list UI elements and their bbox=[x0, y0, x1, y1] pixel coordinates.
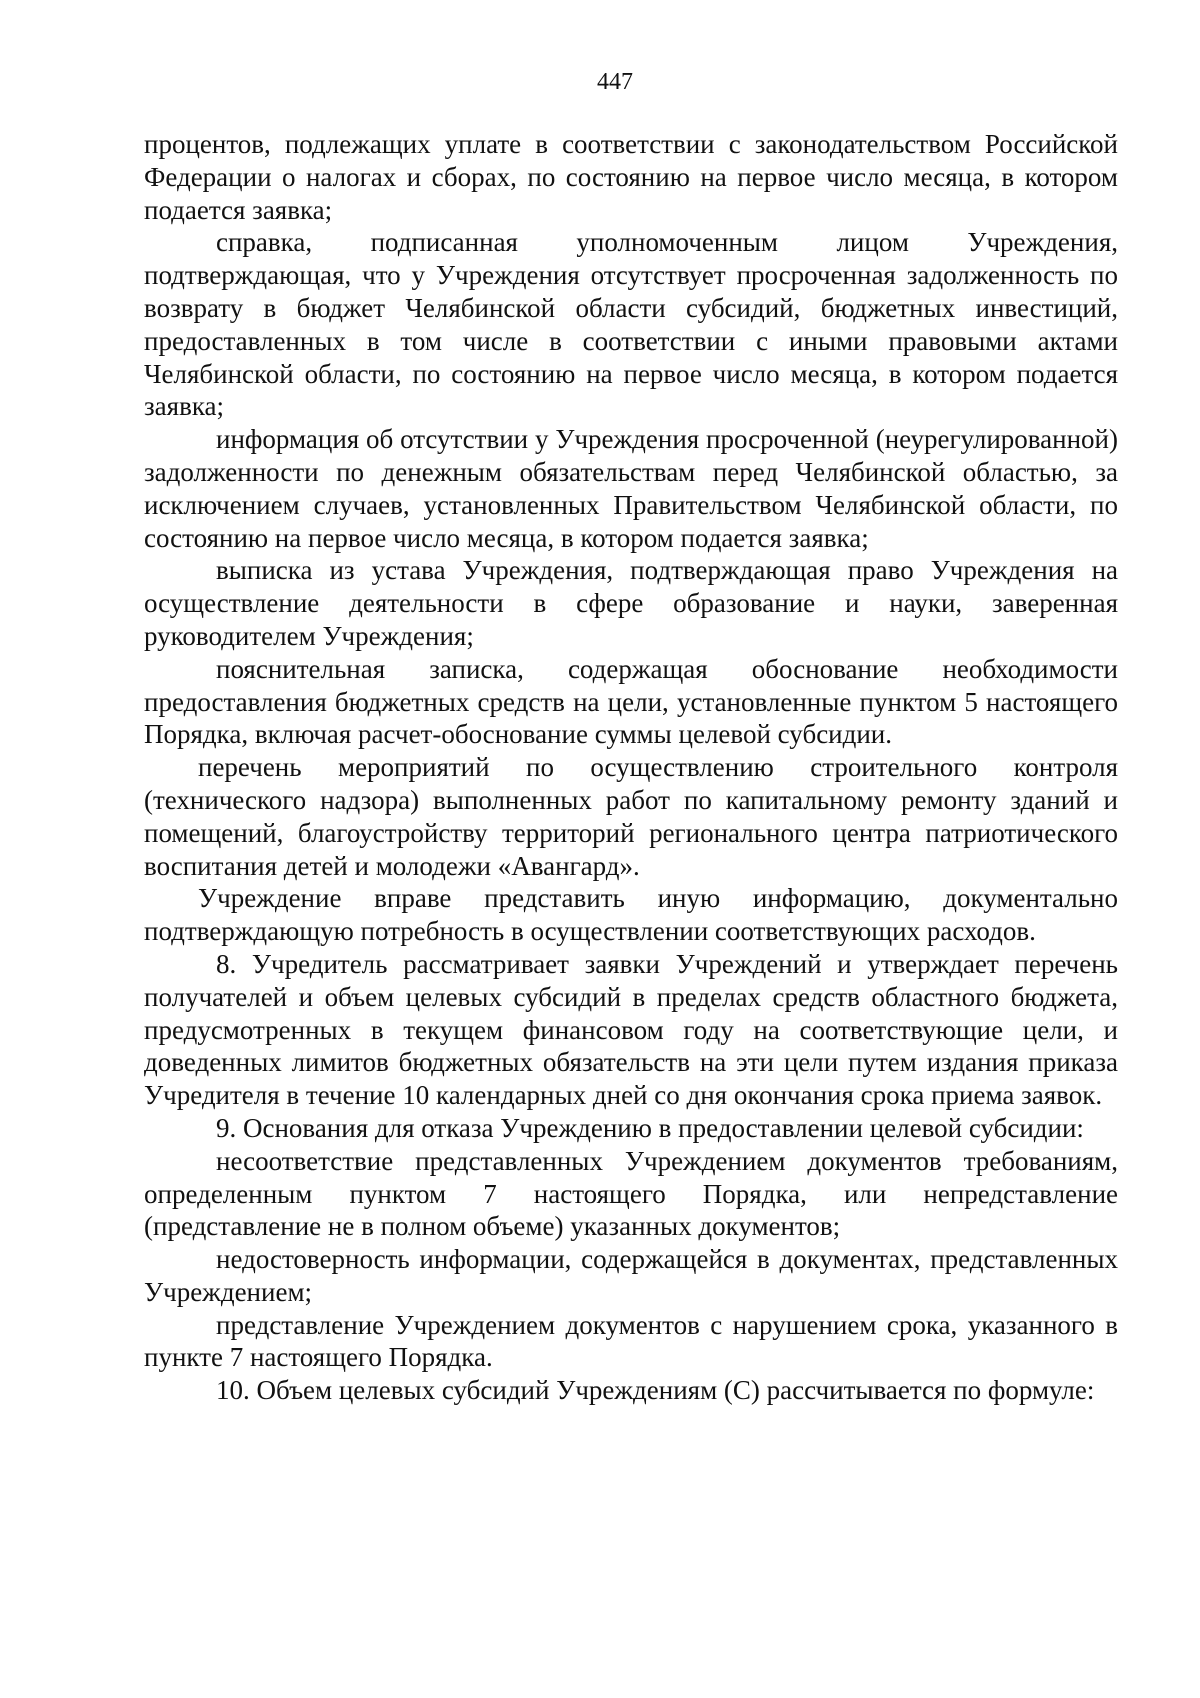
paragraph: 8. Учредитель рассматривает заявки Учреждений и утверждает перечень получателей и объем целевых субсидий в пределах средств областного бюджета, предусмотренных в текущем финансовом году на соответствующие цели, и доведенных лимитов бюджетных обязательств на эти цели путем издания приказа Учредителя в течение 10 календарных дней со дня окончания срока приема заявок. bbox=[144, 948, 1118, 1111]
paragraph: 9. Основания для отказа Учреждению в предоставлении целевой субсидии: bbox=[216, 1112, 1084, 1143]
paragraph: Учреждение вправе представить иную информацию, документально подтверждающую потребность в осуществлении соответствующих расходов. bbox=[144, 883, 1118, 947]
paragraph: 10. Объем целевых субсидий Учреждениям (С) рассчитывается по формуле: bbox=[216, 1375, 1095, 1406]
paragraph: несоответствие представленных Учреждением документов требованиям, определенным пунктом 7 настоящего Порядка, или непредставление (представление не в полном объеме) указанных документов; bbox=[144, 1145, 1118, 1242]
paragraph: недостоверность информации, содержащейся в документах, представленных Учреждением; bbox=[144, 1244, 1118, 1307]
paragraph: информация об отсутствии у Учреждения просроченной (неурегулированной) задолженности по денежным обязательствам перед Челябинской областью, за исключением случаев, установленных Правительством Челябинской области, по состоянию на первое число месяца, в котором подается заявка; bbox=[144, 424, 1118, 553]
paragraph: представление Учреждением документов с нарушением срока, указанного в пункте 7 настоящего Порядка. bbox=[144, 1309, 1118, 1373]
paragraph: перечень мероприятий по осуществлению строительного контроля (технического надзора) выполненных работ по капитальному ремонту зданий и помещений, благоустройству территорий регионального центра патриотического воспитания детей и молодежи «Авангард». bbox=[144, 752, 1118, 881]
paragraph: справка, подписанная уполномоченным лицом Учреждения, подтверждающая, что у Учреждения отсутствует просроченная задолженность по возврату в бюджет Челябинской области субсидий, бюджетных инвестиций, предоставленных в том числе в соответствии с иными правовыми актами Челябинской области, по состоянию на первое число месяца, в котором подается заявка; bbox=[144, 227, 1118, 422]
paragraph: процентов, подлежащих уплате в соответствии с законодательством Российской Федерации о налогах и сборах, по состоянию на первое число месяца, в котором подается заявка; bbox=[144, 129, 1118, 225]
body-text bbox=[144, 128, 1118, 1407]
paragraph: выписка из устава Учреждения, подтверждающая право Учреждения на осуществление деятельности в сфере образование и науки, заверенная руководителем Учреждения; bbox=[144, 555, 1118, 651]
page-number: 447 bbox=[597, 69, 633, 95]
paragraph: пояснительная записка, содержащая обоснование необходимости предоставления бюджетных средств на цели, установленные пунктом 5 настоящего Порядка, включая расчет-обоснование суммы целевой субсидии. bbox=[144, 653, 1118, 750]
